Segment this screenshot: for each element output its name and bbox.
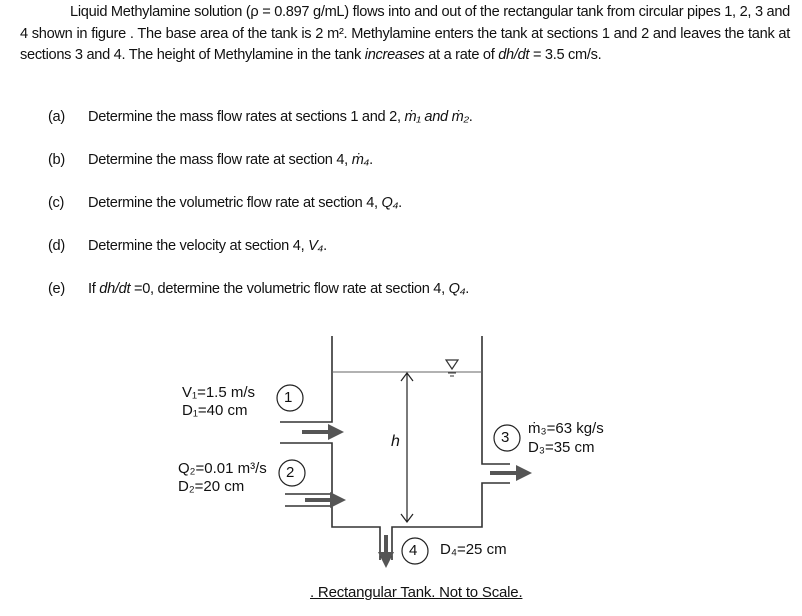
statement-text: Liquid Methylamine solution (ρ = 0.897 g/mL) flows into and out of the rectangular tank from circular pipes 1, 2, 3 and 4 shown in figure . The base area of the tank is 2 m². Methylamine enters the tank at sections 1 and 2 and leaves the tank at sections 3 and 4. The height of Methylamine in the tank — [20, 4, 790, 63]
question-end: . — [398, 195, 402, 211]
question-end: . — [323, 238, 327, 254]
question-text: Determine the velocity at section 4, — [88, 238, 309, 254]
question-symbol: dh/dt — [99, 281, 131, 297]
question-end: . — [468, 109, 473, 125]
question-text: Determine the mass flow rate at section 4, — [88, 152, 352, 168]
m3-label: ṁ₃=63 kg/s — [528, 420, 604, 437]
d3-label: D₃=35 cm — [528, 439, 595, 456]
question-symbol: Q₄ — [381, 195, 399, 211]
statement-text: = 3.5 cm/s. — [529, 47, 602, 63]
height-label: h — [391, 433, 400, 450]
question-symbol: Q₄ — [448, 281, 466, 297]
question-symbol: V₄ — [308, 238, 324, 254]
question-symbol: ṁ₄ — [351, 152, 370, 168]
question-text: If — [88, 281, 100, 297]
question-label: (b) — [48, 152, 65, 168]
question-text: Determine the mass flow rates at sections 1 and 2, — [88, 109, 405, 125]
section-3-number: 3 — [501, 429, 510, 446]
section-circles — [277, 385, 520, 564]
d2-label: D₂=20 cm — [178, 478, 245, 495]
statement-rate: dh/dt — [498, 47, 530, 63]
question-text: Determine the volumetric flow rate at section 4, — [88, 195, 382, 211]
water-level-symbol — [446, 360, 458, 376]
question-end: . — [465, 281, 470, 297]
statement-text: at a rate of — [424, 47, 499, 63]
question-symbol: ṁ₁ and ṁ₂ — [404, 109, 469, 125]
section-2-number: 2 — [286, 464, 295, 481]
statement-italic: increases — [364, 47, 425, 63]
question-text: =0, determine the volumetric flow rate at section 4, — [130, 281, 449, 297]
d4-label: D₄=25 cm — [440, 541, 507, 558]
height-arrow — [401, 373, 413, 522]
question-label: (d) — [48, 238, 65, 254]
d1-label: D₁=40 cm — [182, 402, 248, 419]
question-label: (c) — [48, 195, 65, 211]
question-end: . — [369, 152, 373, 168]
question-label: (e) — [48, 281, 65, 297]
section-1-number: 1 — [284, 389, 293, 406]
v1-label: V₁=1.5 m/s — [182, 384, 256, 401]
figure-caption: . Rectangular Tank. Not to Scale. — [310, 584, 523, 601]
q2-label: Q₂=0.01 m³/s — [178, 460, 267, 477]
question-label: (a) — [48, 109, 65, 125]
section-4-number: 4 — [409, 542, 418, 559]
